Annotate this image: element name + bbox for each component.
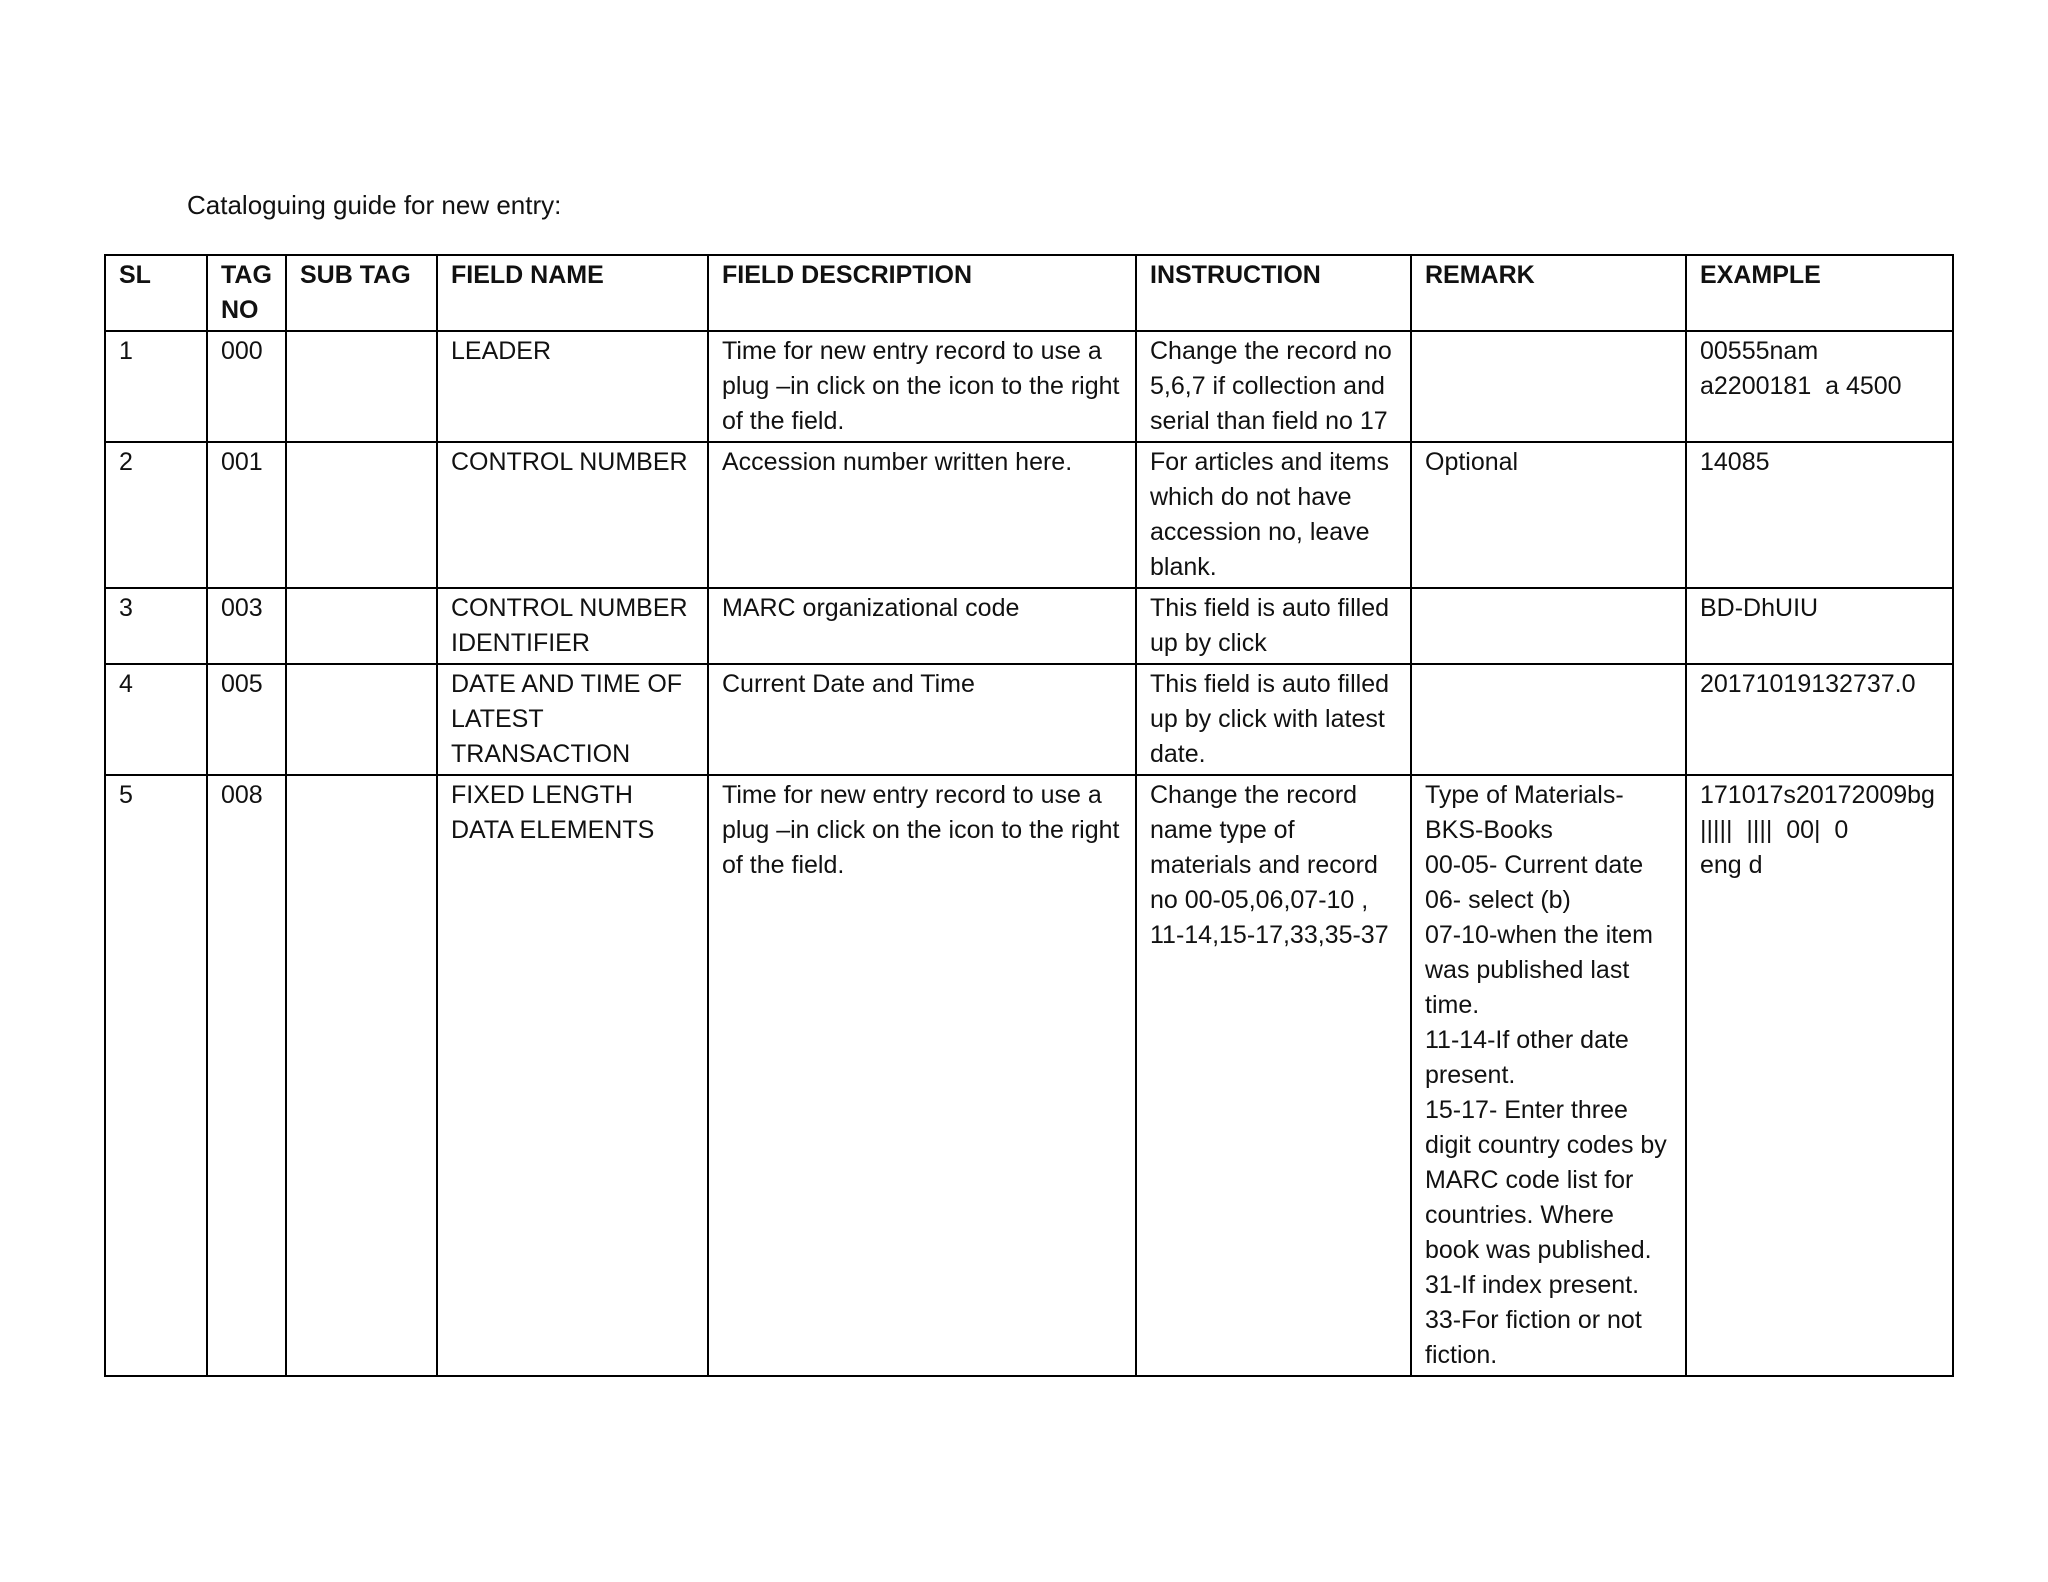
cell-tag-no: 003 — [207, 588, 286, 664]
column-header-instruction: INSTRUCTION — [1136, 255, 1411, 331]
cell-sl: 4 — [105, 664, 207, 775]
cell-sl: 3 — [105, 588, 207, 664]
cell-sub-tag — [286, 442, 437, 588]
cell-field-name: CONTROL NUMBER — [437, 442, 708, 588]
cell-remark — [1411, 664, 1686, 775]
cell-field-name: FIXED LENGTH DATA ELEMENTS — [437, 775, 708, 1376]
column-header-field-description: FIELD DESCRIPTION — [708, 255, 1136, 331]
cell-tag-no: 000 — [207, 331, 286, 442]
cell-field-name: CONTROL NUMBER IDENTIFIER — [437, 588, 708, 664]
cell-remark — [1411, 331, 1686, 442]
cell-example: BD-DhUIU — [1686, 588, 1953, 664]
cataloguing-guide-table — [104, 254, 1954, 1377]
cell-remark — [1411, 588, 1686, 664]
column-header-remark: REMARK — [1411, 255, 1686, 331]
table-row — [105, 331, 1953, 442]
cell-instruction: This field is auto filled up by click — [1136, 588, 1411, 664]
cell-field-description: Accession number written here. — [708, 442, 1136, 588]
cell-example: 171017s20172009bg ||||| |||| 00| 0 eng d — [1686, 775, 1953, 1376]
cell-tag-no: 008 — [207, 775, 286, 1376]
cell-instruction: Change the record name type of materials and record no 00-05,06,07-10 , 11-14,15-17,33,35-37 — [1136, 775, 1411, 1376]
cell-remark: Optional — [1411, 442, 1686, 588]
cell-sl: 1 — [105, 331, 207, 442]
cell-sub-tag — [286, 331, 437, 442]
cell-field-description: Time for new entry record to use a plug –in click on the icon to the right of the field. — [708, 331, 1136, 442]
table-row — [105, 664, 1953, 775]
cell-field-description: Current Date and Time — [708, 664, 1136, 775]
column-header-tag-no: TAG NO — [207, 255, 286, 331]
table-row — [105, 442, 1953, 588]
cell-tag-no: 001 — [207, 442, 286, 588]
table-header-row — [105, 255, 1953, 331]
cell-instruction: For articles and items which do not have accession no, leave blank. — [1136, 442, 1411, 588]
cell-field-name: DATE AND TIME OF LATEST TRANSACTION — [437, 664, 708, 775]
cell-instruction: Change the record no 5,6,7 if collection and serial than field no 17 — [1136, 331, 1411, 442]
cell-example: 14085 — [1686, 442, 1953, 588]
cell-field-description: MARC organizational code — [708, 588, 1136, 664]
document-title: Cataloguing guide for new entry: — [187, 190, 562, 220]
cell-sub-tag — [286, 664, 437, 775]
column-header-example: EXAMPLE — [1686, 255, 1953, 331]
cell-field-name: LEADER — [437, 331, 708, 442]
cell-remark: Type of Materials- BKS-Books 00-05- Current date 06- select (b) 07-10-when the item was published last time. 11-14-If other date present. 15-17- Enter three digit country codes by MARC code list for countries. Where book was published. 31-If index present. 33-For fiction or not fiction. — [1411, 775, 1686, 1376]
cell-sl: 5 — [105, 775, 207, 1376]
cell-example: 20171019132737.0 — [1686, 664, 1953, 775]
cell-tag-no: 005 — [207, 664, 286, 775]
column-header-sub-tag: SUB TAG — [286, 255, 437, 331]
table-row — [105, 775, 1953, 1376]
cell-sub-tag — [286, 775, 437, 1376]
cell-example: 00555nam a2200181 a 4500 — [1686, 331, 1953, 442]
cell-sub-tag — [286, 588, 437, 664]
table-row — [105, 588, 1953, 664]
cell-instruction: This field is auto filled up by click with latest date. — [1136, 664, 1411, 775]
cell-field-description: Time for new entry record to use a plug –in click on the icon to the right of the field. — [708, 775, 1136, 1376]
cell-sl: 2 — [105, 442, 207, 588]
column-header-field-name: FIELD NAME — [437, 255, 708, 331]
column-header-sl: SL — [105, 255, 207, 331]
